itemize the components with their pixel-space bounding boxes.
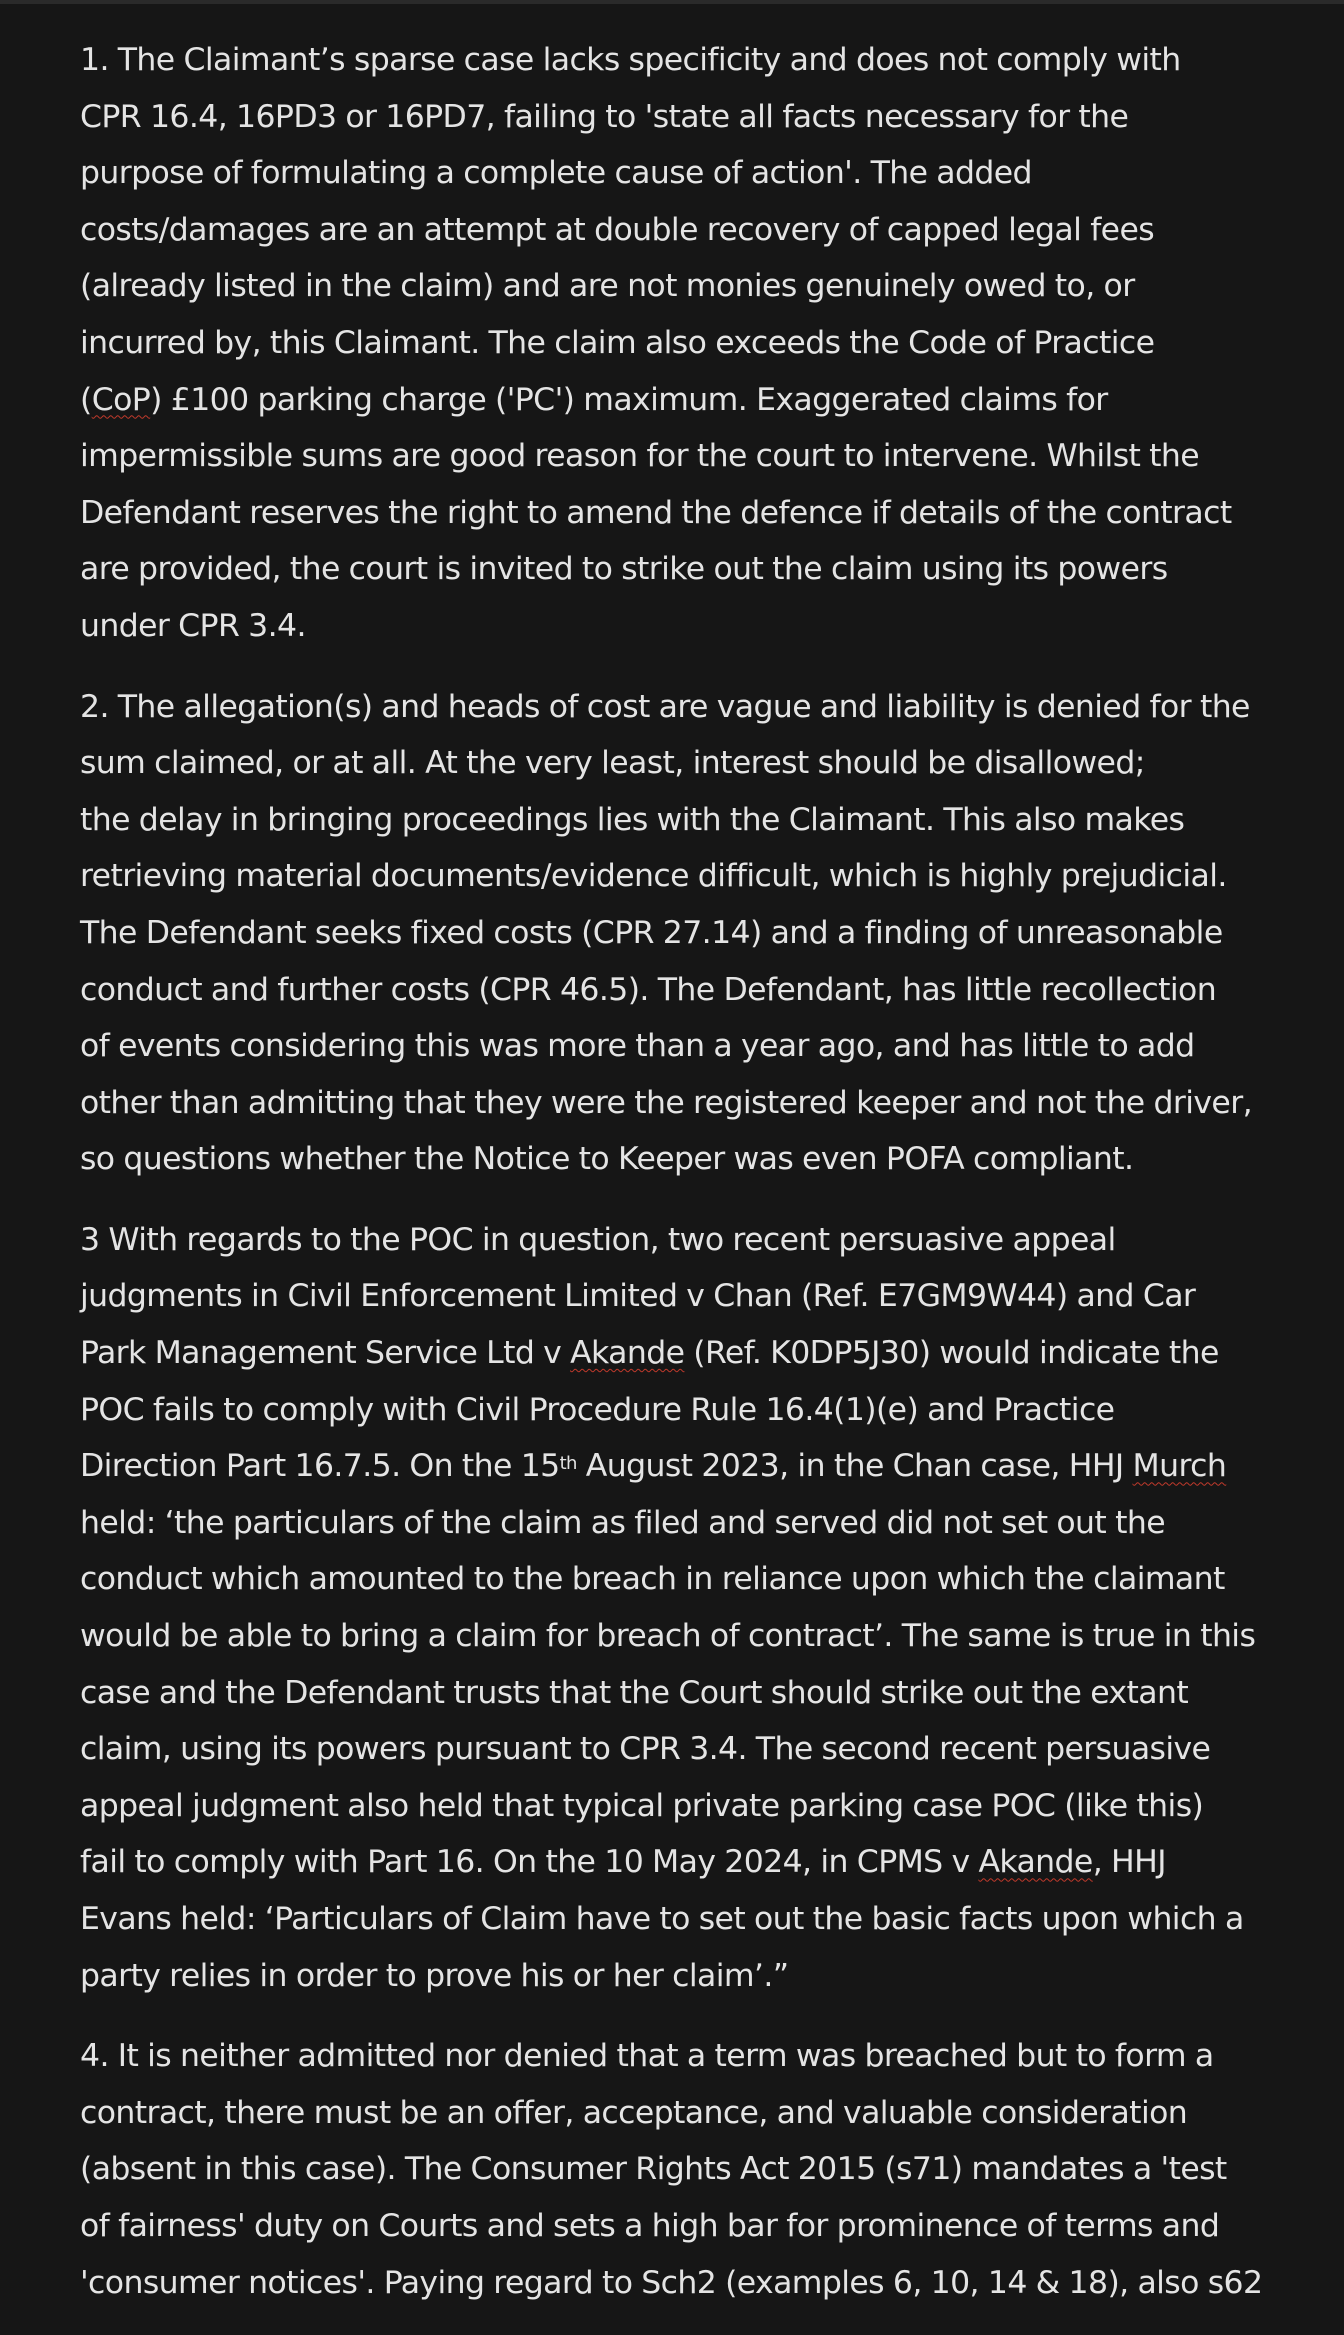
paragraph-4: [80, 2028, 1280, 2311]
text-run: (Ref. K0DP5J30) would indicate the: [684, 1335, 1219, 1372]
text-line: [80, 1834, 1280, 1891]
text-run: 'consumer notices'. Paying regard to Sch2 (examples 6, 10, 14 & 18), also s62: [80, 2264, 1263, 2301]
text-line: [80, 905, 1280, 962]
text-run: 2. The allegation(s) and heads of cost are vague and liability is denied for the: [80, 688, 1250, 725]
text-run: (already listed in the claim) and are not monies genuinely owed to, or: [80, 268, 1135, 305]
text-line: [80, 485, 1280, 542]
text-run: 4. It is neither admitted nor denied that a term was breached but to form a: [80, 2038, 1214, 2075]
text-line: [80, 848, 1280, 905]
text-run: (absent in this case). The Consumer Rights Act 2015 (s71) mandates a 'test: [80, 2151, 1227, 2188]
text-line: [80, 1212, 1280, 1269]
text-run: CPR 16.4, 16PD3 or 16PD7, failing to 'state all facts necessary for the: [80, 98, 1129, 135]
text-line: [80, 598, 1280, 655]
paragraph-1: [80, 32, 1280, 655]
text-line: [80, 1948, 1280, 2005]
text-line: [80, 735, 1280, 792]
text-run: ) £100 parking charge ('PC') maximum. Exaggerated claims for: [150, 381, 1108, 418]
text-line: [80, 1608, 1280, 1665]
text-run: held: ‘the particulars of the claim as filed and served did not set out the: [80, 1504, 1165, 1541]
text-run: purpose of formulating a complete cause of action'. The added: [80, 155, 1032, 192]
text-run: costs/damages are an attempt at double recovery of capped legal fees: [80, 211, 1155, 248]
text-run: are provided, the court is invited to strike out the claim using its powers: [80, 551, 1168, 588]
text-line: [80, 1891, 1280, 1948]
text-line: [80, 428, 1280, 485]
text-run: retrieving material documents/evidence difficult, which is highly prejudicial.: [80, 858, 1227, 895]
text-run: Direction Part 16.7.5. On the 15: [80, 1448, 560, 1485]
text-run: contract, there must be an offer, acceptance, and valuable consideration: [80, 2094, 1188, 2131]
text-line: [80, 2255, 1280, 2312]
text-line: [80, 1131, 1280, 1188]
text-run: would be able to bring a claim for breach of contract’. The same is true in this: [80, 1618, 1256, 1655]
text-run: 1. The Claimant’s sparse case lacks specificity and does not comply with: [80, 42, 1181, 78]
paragraph-3: [80, 1212, 1280, 2004]
text-line: [80, 145, 1280, 202]
spellcheck-flagged-word: CoP: [91, 381, 151, 418]
text-run: conduct and further costs (CPR 46.5). The Defendant, has little recollection: [80, 971, 1217, 1008]
text-line: [80, 541, 1280, 598]
text-line: [80, 202, 1280, 259]
text-line: [80, 1382, 1280, 1439]
text-line: [80, 32, 1280, 89]
text-run: 3 With regards to the POC in question, two recent persuasive appeal: [80, 1221, 1116, 1258]
text-line: [80, 1665, 1280, 1722]
text-run: conduct which amounted to the breach in reliance upon which the claimant: [80, 1561, 1225, 1598]
paragraph-2: [80, 679, 1280, 1188]
text-line: [80, 89, 1280, 146]
text-run: Park Management Service Ltd v: [80, 1335, 571, 1372]
text-run: Defendant reserves the right to amend the defence if details of the contract: [80, 494, 1232, 531]
text-run: August 2023, in the Chan case, HHJ: [576, 1448, 1133, 1485]
text-run: , HHJ: [1092, 1844, 1166, 1881]
document-body: [80, 32, 1280, 2335]
text-run: POC fails to comply with Civil Procedure Rule 16.4(1)(e) and Practice: [80, 1391, 1115, 1428]
text-line: [80, 1325, 1280, 1382]
text-line: [80, 2028, 1280, 2085]
text-line: [80, 2141, 1280, 2198]
text-line: [80, 1778, 1280, 1835]
text-run: the delay in bringing proceedings lies with the Claimant. This also makes: [80, 801, 1185, 838]
text-line: [80, 792, 1280, 849]
text-line: [80, 372, 1280, 429]
text-line: [80, 962, 1280, 1019]
text-run: incurred by, this Claimant. The claim also exceeds the Code of Practice: [80, 324, 1155, 361]
text-run: Evans held: ‘Particulars of Claim have to set out the basic facts upon which a: [80, 1901, 1244, 1937]
text-run: sum claimed, or at all. At the very least, interest should be disallowed;: [80, 745, 1145, 782]
text-run: judgments in Civil Enforcement Limited v Chan (Ref. E7GM9W44) and Car: [80, 1278, 1196, 1315]
spellcheck-flagged-word: Murch: [1132, 1448, 1227, 1485]
text-run: The Defendant seeks fixed costs (CPR 27.14) and a finding of unreasonable: [80, 914, 1223, 951]
window-top-edge: [0, 0, 1344, 4]
text-run: (: [80, 381, 92, 418]
text-line: [80, 2085, 1280, 2142]
text-run: claim, using its powers pursuant to CPR 3.4. The second recent persuasive: [80, 1731, 1211, 1768]
text-line: [80, 315, 1280, 372]
text-line: [80, 1438, 1280, 1495]
spellcheck-flagged-word: Akande: [978, 1844, 1093, 1881]
text-run: impermissible sums are good reason for the court to intervene. Whilst the: [80, 438, 1200, 475]
text-run: appeal judgment also held that typical private parking case POC (like this): [80, 1787, 1204, 1824]
text-line: [80, 1268, 1280, 1325]
text-run: of events considering this was more than a year ago, and has little to add: [80, 1028, 1195, 1065]
text-line: [80, 258, 1280, 315]
text-line: [80, 679, 1280, 736]
ordinal-superscript: th: [559, 1452, 577, 1474]
text-run: case and the Defendant trusts that the Court should strike out the extant: [80, 1674, 1189, 1711]
text-run: under CPR 3.4.: [80, 607, 306, 644]
spellcheck-flagged-word: Akande: [570, 1335, 685, 1372]
text-run: other than admitting that they were the registered keeper and not the driver,: [80, 1084, 1252, 1121]
text-line: [80, 1551, 1280, 1608]
text-line: [80, 1075, 1280, 1132]
text-run: of fairness' duty on Courts and sets a high bar for prominence of terms and: [80, 2207, 1220, 2244]
text-run: party relies in order to prove his or her claim’.”: [80, 1957, 789, 1994]
text-line: [80, 1018, 1280, 1075]
text-line: [80, 2198, 1280, 2255]
text-line: [80, 1495, 1280, 1552]
text-run: so questions whether the Notice to Keeper was even POFA compliant.: [80, 1141, 1134, 1178]
text-line: [80, 1721, 1280, 1778]
text-run: fail to comply with Part 16. On the 10 May 2024, in CPMS v: [80, 1844, 979, 1881]
